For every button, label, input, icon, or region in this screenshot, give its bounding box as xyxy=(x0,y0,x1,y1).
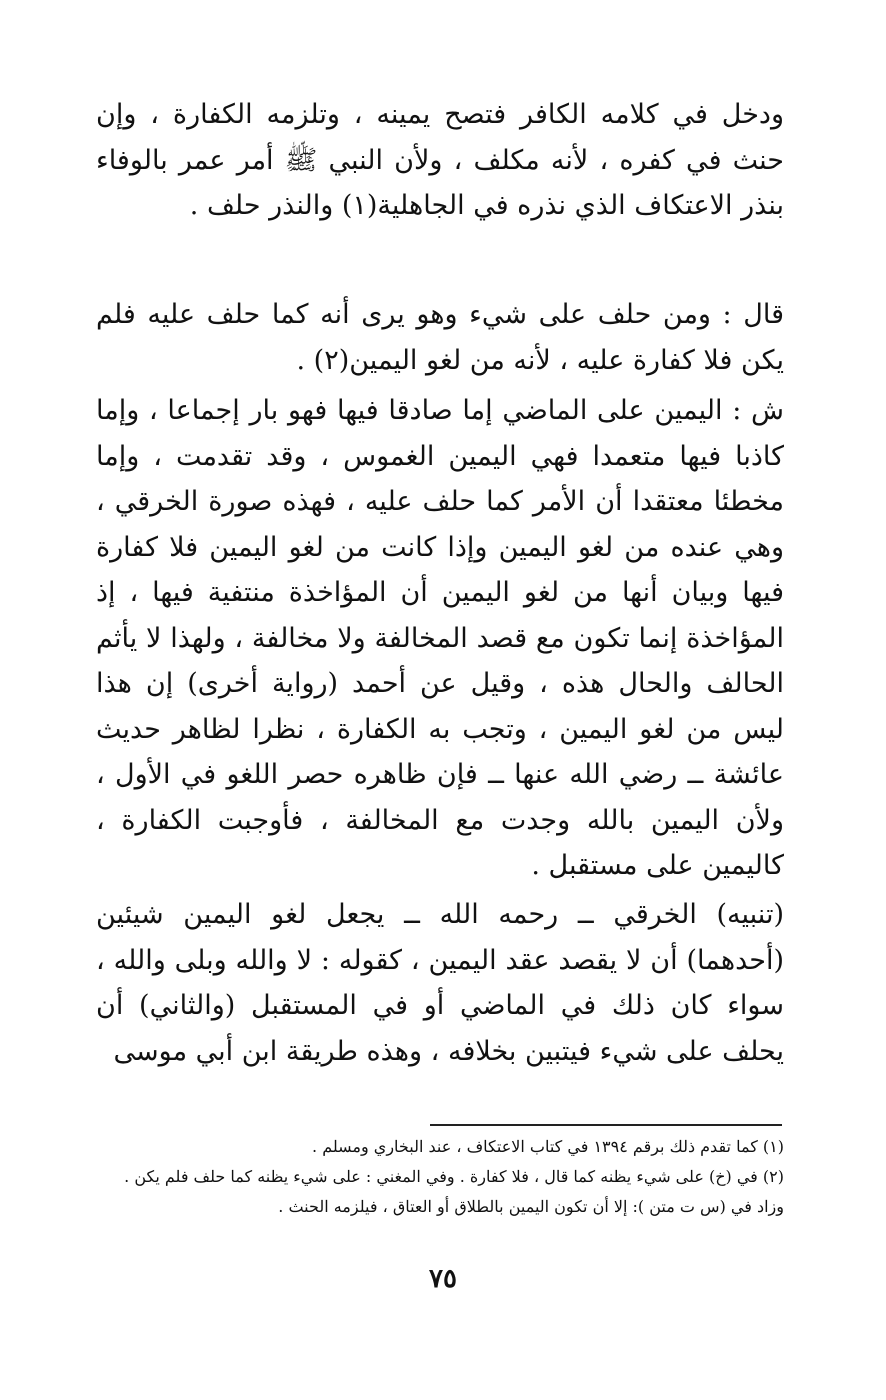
footnotes xyxy=(96,1132,784,1222)
paragraph-1: ودخل في كلامه الكافر فتصح يمينه ، وتلزمه الكفارة ، وإن حنث في كفره ، لأنه مكلف ، ولأن النبي ﷺ أمر عمر بالوفاء بنذر الاعتكاف الذي نذره في الجاهلية(١) والنذر حلف . xyxy=(96,99,784,221)
footnote-divider xyxy=(430,1124,782,1126)
paragraph-4: (تنبيه) الخرقي ــ رحمه الله ــ يجعل لغو اليمين شيئين (أحدهما) أن لا يقصد عقد اليمين ، كقوله : لا والله وبلى والله ، سواء كان ذلك في الماضي أو في المستقبل (والثاني) أن يحلف على شيء فيتبين بخلافه ، وهذه طريقة ابن أبي موسى xyxy=(96,899,784,1067)
footnote-2: (٢) في (خ) على شيء يظنه كما قال ، فلا كفارة . وفي المغني : على شيء يظنه كما حلف فلم يكن . xyxy=(124,1167,784,1186)
paragraph-2: قال : ومن حلف على شيء وهو يرى أنه كما حلف عليه فلم يكن فلا كفارة عليه ، لأنه من لغو اليمين(٢) . xyxy=(96,299,784,376)
paragraph-3: ش : اليمين على الماضي إما صادقا فيها فهو بار إجماعا ، وإما كاذبا فيها متعمدا فهي اليمين الغموس ، وقد تقدمت ، وإما مخطئا معتقدا أن الأمر كما حلف عليه ، فهذه صورة الخرقي ، وهي عنده من لغو اليمين وإذا كانت من لغو اليمين فلا كفارة فيها وبيان أنها من لغو اليمين أن المؤاخذة منتفية فيها ، إذ المؤاخذة إنما تكون مع قصد المخالفة ولا مخالفة ، ولهذا لا يأثم الحالف والحال هذه ، وقيل عن أحمد (رواية أخرى) إن هذا ليس من لغو اليمين ، وتجب به الكفارة ، نظرا لظاهر حديث عائشة ــ رضي الله عنها ــ فإن ظاهره حصر اللغو في الأول ، ولأن اليمين بالله وجدت مع المخالفة ، فأوجبت الكفارة ، كاليمين على مستقبل . xyxy=(96,395,784,881)
footnote-2-continued: وزاد في (س ت متن ): إلا أن تكون اليمين بالطلاق أو العتاق ، فيلزمه الحنث . xyxy=(278,1197,784,1216)
footnote-1: (١) كما تقدم ذلك برقم ١٣٩٤ في كتاب الاعتكاف ، عند البخاري ومسلم . xyxy=(312,1137,784,1156)
page-number: ٧٥ xyxy=(429,1264,457,1294)
